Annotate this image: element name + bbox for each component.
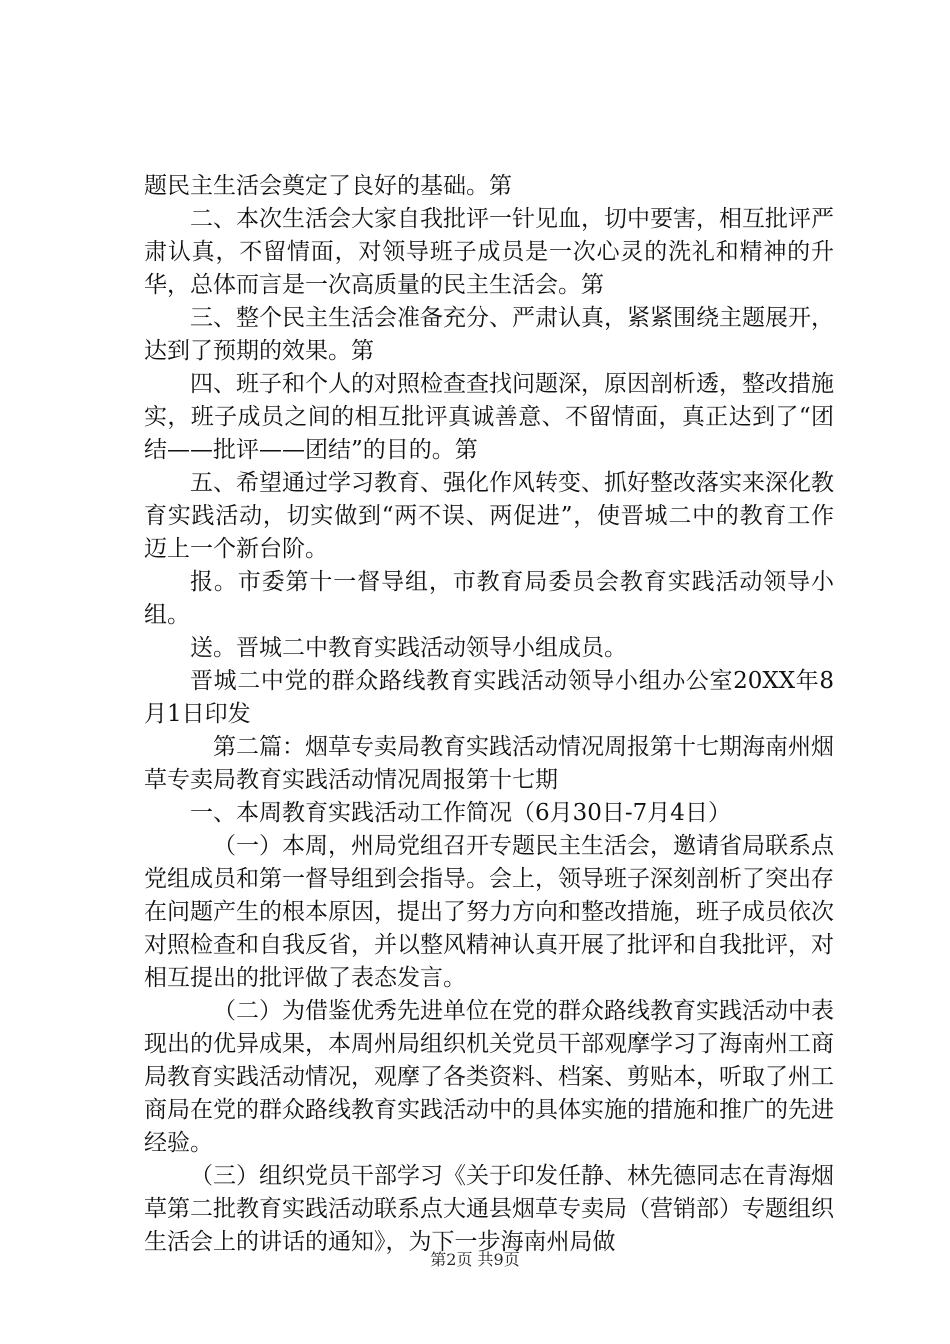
- paragraph-item-one: （一）本周，州局党组召开专题民主生活会，邀请省局联系点党组成员和第一督导组到会指导。会上，领导班子深刻剖析了突出存在问题产生的根本原因，提出了努力方向和整改措施，班子成员依次对照检查和自我反省，并以整风精神认真开展了批评和自我批评，对相互提出的批评做了表态发言。: [144, 833, 834, 991]
- page-number-footer: 第2页 共9页: [430, 1250, 520, 1269]
- paragraph-continuation: 题民主生活会奠定了良好的基础。第: [144, 173, 512, 199]
- paragraph-item-three: （三）组织党员干部学习《关于印发任静、林先德同志在青海烟草第二批教育实践活动联系点大通县烟草专卖局（营销部）专题组织生活会上的讲话的通知》，为下一步海南州局做: [144, 1163, 834, 1255]
- paragraph-point-three: 三、整个民主生活会准备充分、严肃认真，紧紧围绕主题展开，达到了预期的效果。第: [144, 305, 834, 364]
- paragraph-report-to: 报。市委第十一督导组，市教育局委员会教育实践活动领导小组。: [144, 569, 834, 628]
- paragraph-send-to: 送。晋城二中教育实践活动领导小组成员。: [190, 635, 627, 661]
- paragraph-item-two: （二）为借鉴优秀先进单位在党的群众路线教育实践活动中表现出的优异成果，本周州局组织机关党员干部观摩学习了海南州工商局教育实践活动情况，观摩了各类资料、档案、剪贴本，听取了州工商局在党的群众路线教育实践活动中的具体实施的措施和推广的先进经验。: [144, 998, 834, 1156]
- paragraph-point-five: 五、希望通过学习教育、强化作风转变、抓好整改落实来深化教育实践活动，切实做到“两不误、两促进”，使晋城二中的教育工作迈上一个新台阶。: [144, 470, 834, 562]
- document-body: [144, 170, 834, 1259]
- paragraph-point-two: 二、本次生活会大家自我批评一针见血，切中要害，相互批评严肃认真，不留情面，对领导班子成员是一次心灵的洗礼和精神的升华，总体而言是一次高质量的民主生活会。第: [144, 206, 834, 298]
- section-heading-weekly-summary: 一、本周教育实践活动工作简况（6月30日-7月4日）: [190, 800, 731, 826]
- paragraph-issuer: 晋城二中党的群众路线教育实践活动领导小组办公室20XX年8月1日印发: [144, 668, 834, 727]
- paragraph-point-four: 四、班子和个人的对照检查查找问题深，原因剖析透，整改措施实，班子成员之间的相互批评真诚善意、不留情面，真正达到了“团结——批评——团结”的目的。第: [144, 371, 834, 463]
- section-heading-second-article: 第二篇：烟草专卖局教育实践活动情况周报第十七期海南州烟草专卖局教育实践活动情况周报第十七期: [144, 734, 834, 793]
